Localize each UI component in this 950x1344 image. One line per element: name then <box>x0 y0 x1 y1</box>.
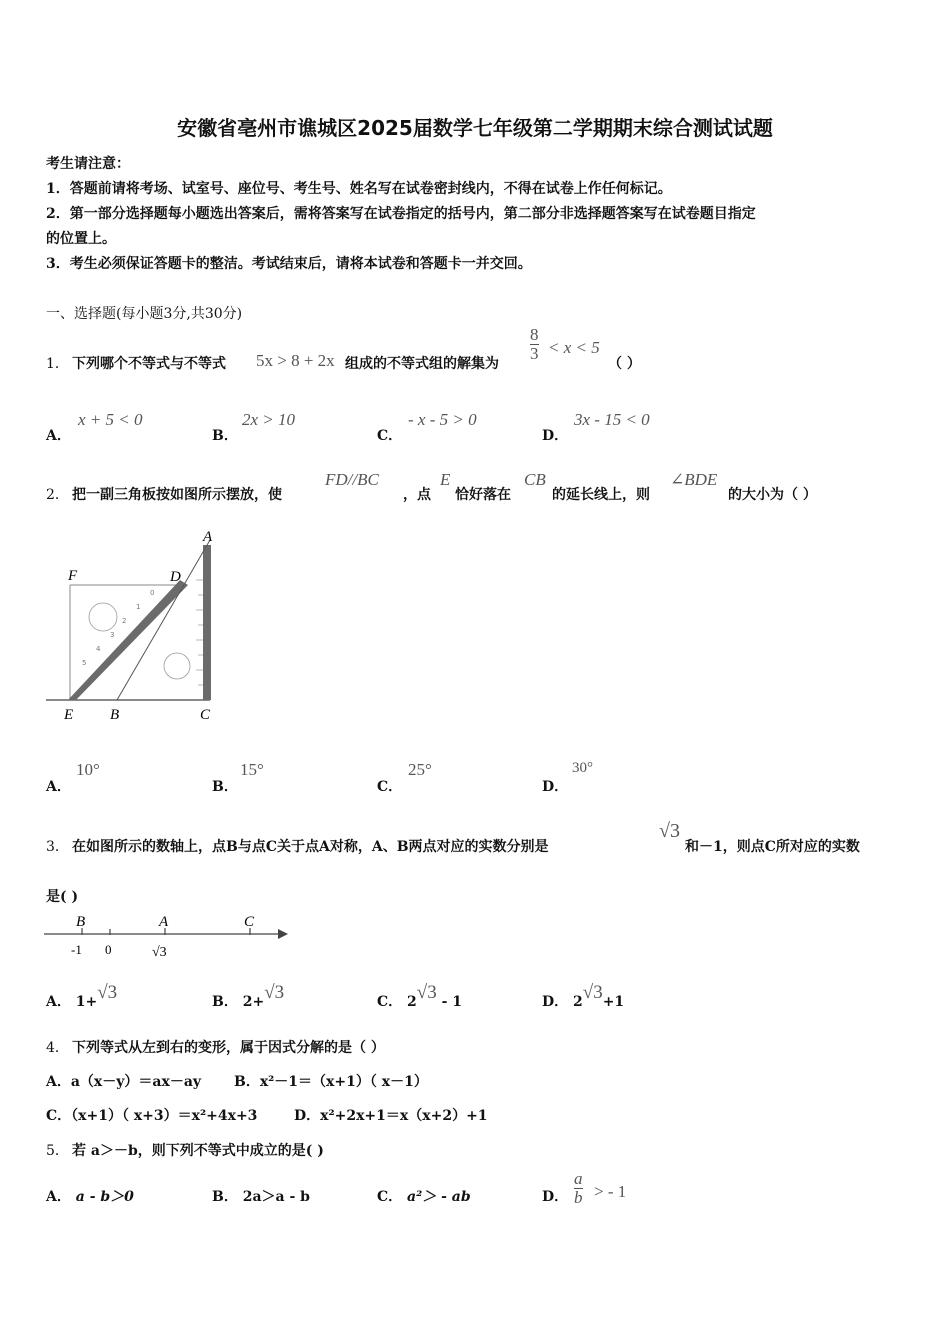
q4-text: 下列等式从左到右的变形，属于因式分解的是（ ） <box>72 1040 385 1056</box>
ruler-tick-3: 3 <box>110 631 115 639</box>
vertical-ruler <box>203 545 211 700</box>
q2-text-e: 的大小为（ ） <box>728 487 817 503</box>
q2-option-a-label[interactable]: A． <box>46 779 71 795</box>
q5-option-d-tail[interactable]: > - 1 <box>594 1182 627 1201</box>
q1-option-d-label[interactable]: D． <box>542 428 569 444</box>
label-b: B <box>110 707 120 723</box>
q3-option-d-pre: 2 <box>573 994 583 1010</box>
q5-option-d-den: b <box>574 1188 583 1207</box>
ruler-tick-5: 5 <box>82 659 87 667</box>
q3-option-c-post: - 1 <box>436 994 463 1010</box>
q5-option-b-label: B． <box>212 1189 238 1205</box>
q4-option-c[interactable]: C．（x+1）（ x+3）＝x²+4x+3 <box>46 1108 258 1124</box>
q1-option-c-label[interactable]: C． <box>377 428 403 444</box>
q1-text-a: 下列哪个不等式与不等式 <box>72 356 226 372</box>
q1-frac-den: 3 <box>530 344 539 363</box>
q3-option-d-post: +1 <box>602 994 625 1010</box>
q2-option-c-label[interactable]: C． <box>377 779 403 795</box>
q5-option-a-expr: a - b＞0 <box>75 1189 134 1205</box>
q5-option-b[interactable] <box>212 1186 310 1206</box>
q2-text-a: 把一副三角板按如图所示摆放，使 <box>72 487 282 503</box>
q5-option-a[interactable] <box>46 1186 134 1206</box>
axis-arrow-icon <box>278 929 288 939</box>
q2-line-cb: CB <box>524 470 546 489</box>
notice-item-3: 3．考生必须保证答题卡的整洁。考试结束后，请将本试卷和答题卡一并交回。 <box>46 256 532 272</box>
ruler-tick-4: 4 <box>96 645 101 653</box>
q3-option-b-label: B． <box>212 994 238 1010</box>
label-f: F <box>68 568 78 584</box>
q3-option-b-pre: 2+ <box>242 994 265 1010</box>
q3-sqrt3: √3 <box>659 820 680 842</box>
q2-option-b-label[interactable]: B． <box>212 779 238 795</box>
q3-option-a-label: A． <box>46 994 71 1010</box>
q5-text: 若 a＞－b，则下列不等式中成立的是( ) <box>72 1143 324 1159</box>
q3-option-d[interactable] <box>542 982 625 1012</box>
q2-text-d: 的延长线上，则 <box>552 487 650 503</box>
q4-option-b[interactable]: B．x²－1＝（x+1）（ x－1） <box>234 1074 428 1090</box>
q2-number: 2． <box>46 487 69 503</box>
q3-option-d-root: √3 <box>582 982 603 1003</box>
ruler-tick-2: 2 <box>122 617 127 625</box>
notice-heading: 考生请注意： <box>46 156 130 172</box>
axis-label-a: A <box>159 914 169 930</box>
q3-option-c-pre: 2 <box>407 994 417 1010</box>
q3-text-b: 和－1，则点C所对应的实数 <box>685 839 860 855</box>
q3-option-b[interactable] <box>212 982 285 1012</box>
q5-option-b-expr: 2a＞a - b <box>242 1189 310 1205</box>
q1-option-b[interactable]: 2x > 10 <box>242 410 296 429</box>
q2-angle: ∠BDE <box>670 470 718 489</box>
q2-triangle-figure <box>40 525 230 725</box>
q1-fraction <box>530 326 539 363</box>
line-ab <box>117 540 210 700</box>
q1-range: < x < 5 <box>548 338 600 357</box>
q1-option-a-label[interactable]: A． <box>46 428 71 444</box>
axis-num-zero: 0 <box>105 942 112 957</box>
ruler-tick-1: 1 <box>136 603 141 611</box>
ruler-tick-marks <box>196 580 203 685</box>
q3-option-c-root: √3 <box>416 982 437 1003</box>
q2-text-c: 恰好落在 <box>455 487 511 503</box>
notice-item-2-cont: 的位置上。 <box>46 231 116 247</box>
q3-option-a[interactable] <box>46 982 118 1012</box>
q2-option-c[interactable]: 25° <box>408 760 432 779</box>
q5-option-d-num: a <box>574 1169 583 1188</box>
q3-text-a: 在如图所示的数轴上，点B与点C关于点A对称，A、B两点对应的实数分别是 <box>72 839 549 855</box>
q3-option-c-label: C． <box>377 994 403 1010</box>
q3-option-a-pre: 1+ <box>75 994 98 1010</box>
q2-option-b[interactable]: 15° <box>240 760 264 779</box>
page-title: 安徽省亳州市谯城区2025届数学七年级第二学期期末综合测试试题 <box>177 116 773 140</box>
label-c: C <box>200 707 211 723</box>
q5-option-d-label[interactable]: D． <box>542 1189 569 1205</box>
q4-option-a[interactable]: A．a（x－y）＝ax－ay <box>46 1074 202 1090</box>
q2-option-d-label[interactable]: D． <box>542 779 569 795</box>
q3-option-c[interactable] <box>377 982 463 1012</box>
q2-option-d[interactable]: 30° <box>572 760 593 776</box>
q5-number: 5． <box>46 1143 69 1159</box>
q1-inequality: 5x > 8 + 2x <box>256 351 335 370</box>
notice-item-2: 2．第一部分选择题每小题选出答案后，需将答案写在试卷指定的括号内，第二部分非选择题答案写在试卷题目指定 <box>46 206 756 222</box>
q3-number: 3． <box>46 839 69 855</box>
protractor-hole-1 <box>89 603 117 631</box>
q5-option-c[interactable] <box>377 1186 471 1206</box>
q3-option-b-root: √3 <box>264 982 285 1003</box>
q1-number: 1． <box>46 356 69 372</box>
q5-option-a-label: A． <box>46 1189 71 1205</box>
q3-option-a-root: √3 <box>97 982 118 1003</box>
axis-num-minus1: -1 <box>71 942 82 957</box>
label-a: A <box>203 529 213 545</box>
q2-text-b: ，点 <box>403 487 431 503</box>
q1-paren: （ ） <box>608 356 641 372</box>
q1-option-b-label[interactable]: B． <box>212 428 238 444</box>
q1-option-d[interactable]: 3x - 15 < 0 <box>574 410 650 429</box>
q5-option-c-label: C． <box>377 1189 403 1205</box>
q1-option-c[interactable]: - x - 5 > 0 <box>408 410 477 429</box>
q3-text-c: 是( ) <box>46 889 79 905</box>
q4-number: 4． <box>46 1040 69 1056</box>
q2-option-a[interactable]: 10° <box>76 760 100 779</box>
q5-option-d-fraction[interactable] <box>574 1170 583 1207</box>
q1-option-a[interactable]: x + 5 < 0 <box>78 410 143 429</box>
axis-label-c: C <box>244 914 255 930</box>
axis-num-sqrt3: √3 <box>152 945 167 960</box>
q2-point-e: E <box>440 470 451 489</box>
protractor-hole-2 <box>164 653 190 679</box>
q1-text-b: 组成的不等式组的解集为 <box>345 356 499 372</box>
q5-option-c-expr: a²＞ - ab <box>407 1189 471 1205</box>
axis-label-b: B <box>76 914 86 930</box>
q3-option-d-label: D． <box>542 994 569 1010</box>
notice-item-1: 1．答题前请将考场、试室号、座位号、考生号、姓名写在试卷密封线内，不得在试卷上作任何标记。 <box>46 181 672 197</box>
label-e: E <box>64 707 74 723</box>
q2-condition: FD//BC <box>325 470 379 489</box>
q1-frac-num: 8 <box>530 325 539 344</box>
q3-number-line <box>40 908 300 968</box>
q4-option-d[interactable]: D．x²+2x+1＝x（x+2）+1 <box>294 1108 488 1124</box>
ruler-tick-0: 0 <box>150 589 155 597</box>
label-d: D <box>170 569 181 585</box>
section-heading: 一、选择题(每小题3分,共30分) <box>46 306 243 322</box>
